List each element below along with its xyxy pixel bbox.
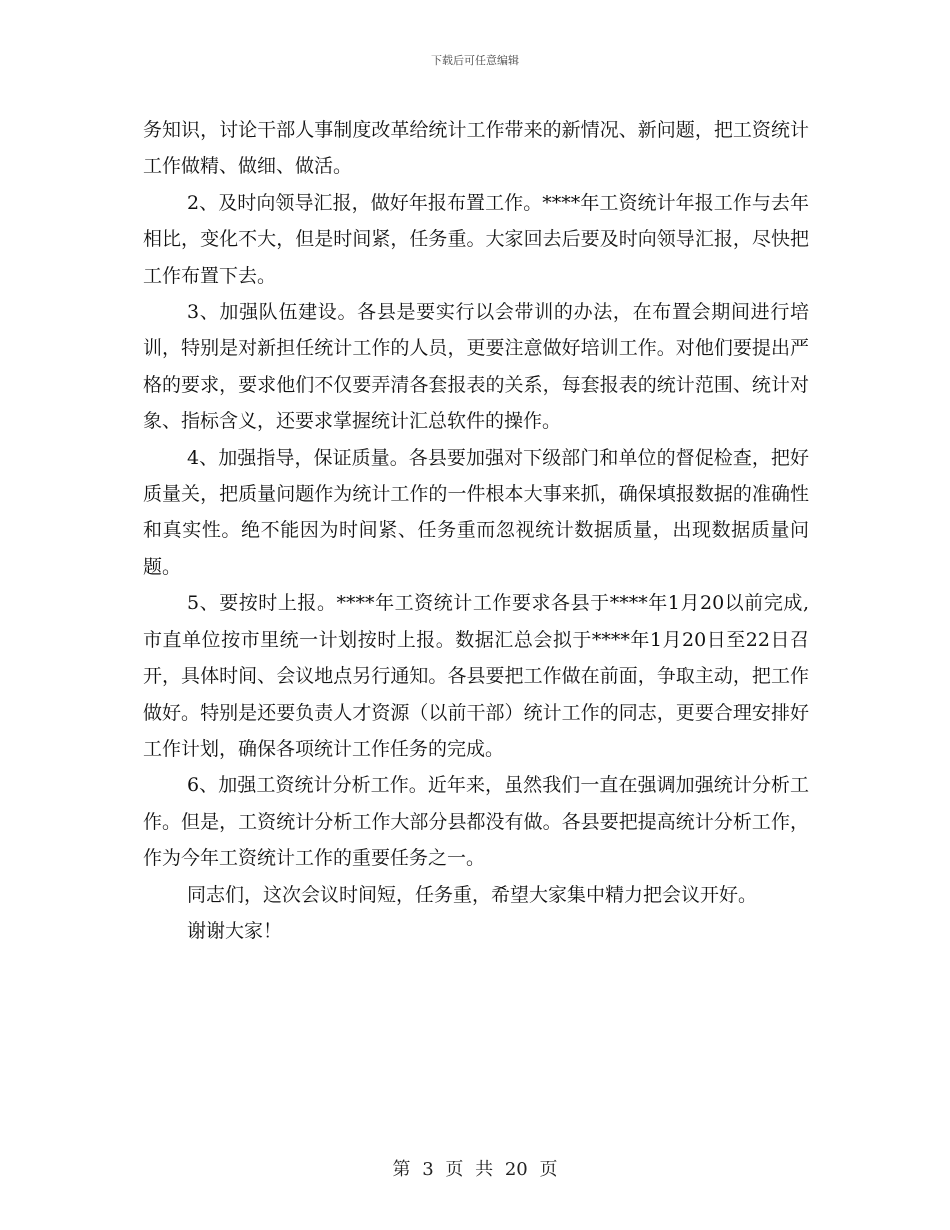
paragraph-3: 3、加强队伍建设。各县是要实行以会带训的办法，在布置会期间进行培训，特别是对新担任统计工作的人员，更要注意做好培训工作。对他们要提出严格的要求，要求他们不仅要弄清各套报表的关系，每套报表的统计范围、统计对象、指标含义，还要求掌握统计汇总软件的操作。: [143, 301, 809, 433]
paragraph-7: 同志们，这次会议时间短，任务重，希望大家集中精力把会议开好。: [187, 883, 758, 906]
page-header: 下载后可任意编辑: [431, 54, 519, 67]
paragraph-8: 谢谢大家！: [187, 919, 283, 942]
paragraph-5: 5、要按时上报。****年工资统计工作要求各县于****年1月20以前完成,市直单位按市里统一计划按时上报。数据汇总会拟于****年1月20日至22日召开，具体时间、会议地点另行通知。各县要把工作做在前面，争取主动，把工作做好。特别是还要负责人才资源（以前干部）统计工作的同志，更要合理安排好工作计划，确保各项统计工作任务的完成。: [143, 592, 809, 760]
paragraph-2: 2、及时向领导汇报，做好年报布置工作。****年工资统计年报工作与去年相比，变化不大，但是时间紧，任务重。大家回去后要及时向领导汇报，尽快把工作布置下去。: [143, 191, 809, 287]
paragraph-1: 务知识，讨论干部人事制度改革给统计工作带来的新情况、新问题，把工资统计工作做精、做细、做活。: [143, 119, 809, 178]
paragraph-6: 6、加强工资统计分析工作。近年来，虽然我们一直在强调加强统计分析工作。但是，工资统计分析工作大部分县都没有做。各县要把提高统计分析工作，作为今年工资统计工作的重要任务之一。: [143, 774, 809, 870]
page-footer: 第 3 页 共 20 页: [392, 1159, 558, 1180]
document-body: [143, 112, 809, 949]
paragraph-4: 4、加强指导，保证质量。各县要加强对下级部门和单位的督促检查，把好质量关，把质量问题作为统计工作的一件根本大事来抓，确保填报数据的准确性和真实性。绝不能因为时间紧、任务重而忽视统计数据质量，出现数据质量问题。: [143, 446, 809, 578]
